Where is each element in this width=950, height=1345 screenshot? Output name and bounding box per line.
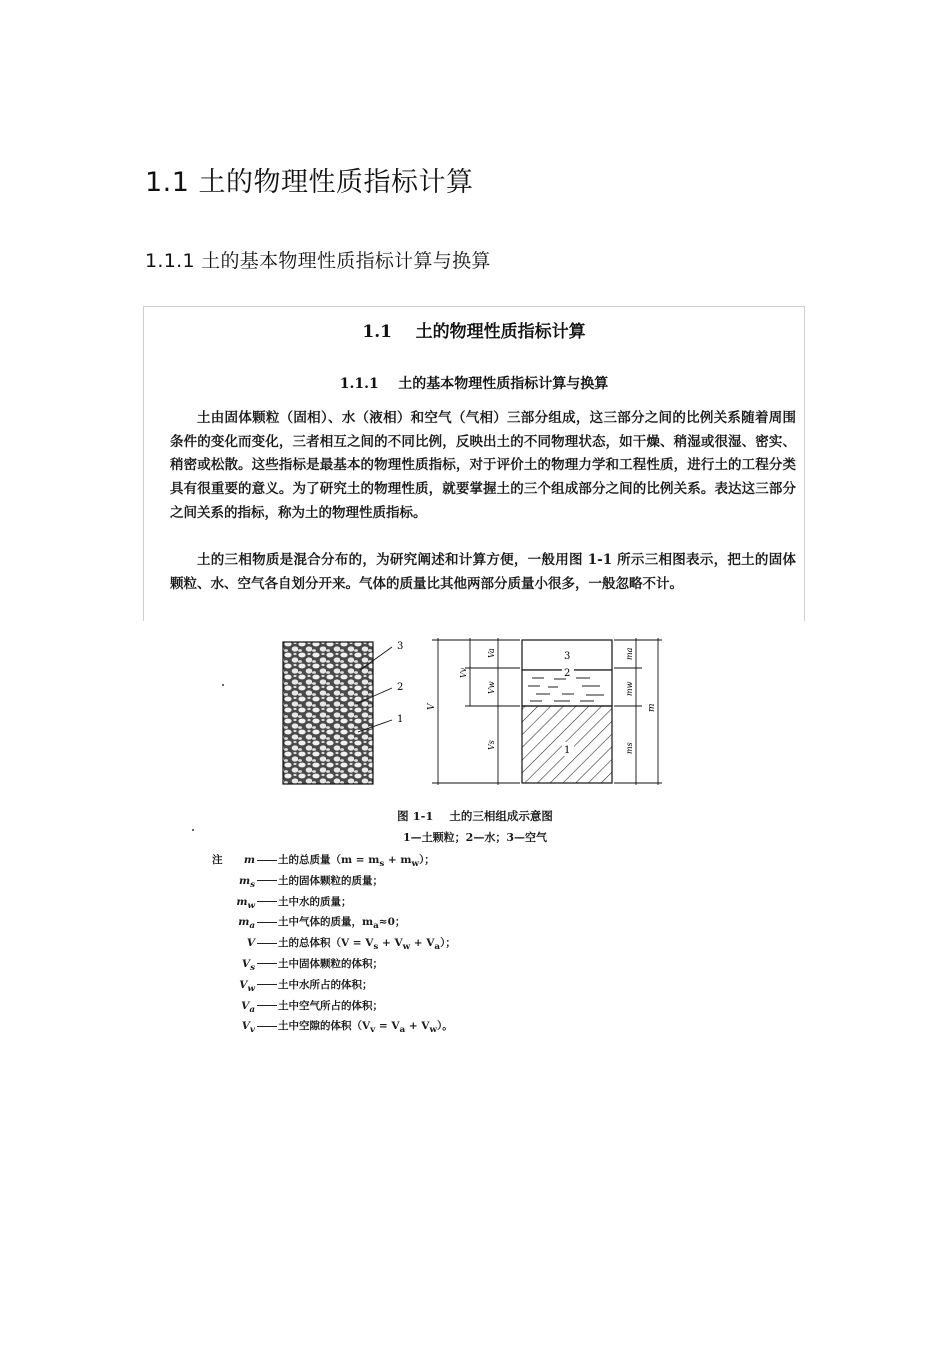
- note-item: [212, 975, 456, 996]
- section-heading: 1.1.1 土的基本物理性质指标计算与换算: [145, 250, 491, 272]
- symbol-notes: [212, 850, 456, 1037]
- dim-label-mw: mw: [625, 681, 634, 696]
- block-label-air: 3: [564, 651, 571, 662]
- note-symbol: $V_v$: [241, 1020, 255, 1036]
- note-item: [212, 996, 456, 1017]
- page-title: 1.1 土的物理性质指标计算: [145, 167, 474, 198]
- note-text: 土的总质量$(m = m_s + m_w)$；: [278, 854, 435, 870]
- note-item: [212, 850, 456, 871]
- scan-subtitle: 1.1.1 土的基本物理性质指标计算与换算: [339, 376, 609, 392]
- note-symbol: $V_w$: [239, 978, 255, 994]
- note-text: 土的总体积$(V = V_s + V_w + V_a)$；: [278, 937, 456, 953]
- note-item: [212, 1016, 456, 1037]
- note-dash: [257, 880, 277, 881]
- scan-title: 1.1 土的物理性质指标计算: [362, 322, 586, 342]
- note-item: [212, 892, 456, 913]
- note-text: 土中空气所占的体积；: [278, 999, 383, 1012]
- callout-label: 2: [397, 682, 404, 693]
- note-item: [212, 933, 456, 954]
- scan-speck: [222, 684, 224, 686]
- note-dash: [257, 860, 277, 861]
- callout-label: 1: [397, 714, 404, 725]
- note-dash: [257, 1005, 277, 1006]
- note-text: 土的固体颗粒的质量；: [278, 874, 383, 887]
- note-symbol: $m_s$: [238, 874, 255, 890]
- phase-diagram-blocks: [522, 640, 612, 783]
- note-text: 土中水所占的体积；: [278, 978, 373, 991]
- block-label-solid: 1: [564, 745, 571, 756]
- note-symbol: $m_a$: [238, 916, 255, 932]
- note-dash: [257, 963, 277, 964]
- note-text: 土中水的质量；: [278, 895, 352, 908]
- paragraph-three-phase: 土的三相物质是混合分布的，为研究阐述和计算方便，一般用图 1-1 所示三相图表示，把土的固体颗粒、水、空气各自划分开来。气体的质量比其他两部分质量小很多，一般忽略不计。: [170, 552, 796, 592]
- three-phase-diagram: [270, 630, 690, 795]
- volume-dimensions: [432, 638, 520, 785]
- block-label-water: 2: [564, 668, 571, 679]
- note-text: 土中空隙的体积$(V_v = V_a + V_w)$。: [278, 1020, 453, 1036]
- note-text: 土中气体的质量，$m_a\approx 0$；: [278, 916, 406, 932]
- dim-label-ma: ma: [625, 647, 634, 660]
- dim-label-V: V: [427, 703, 437, 710]
- note-text: 土中固体颗粒的体积；: [278, 957, 383, 970]
- note-item: [212, 871, 456, 892]
- callout-label: 3: [397, 641, 404, 652]
- figure-subcaption: 1—土颗粒；2—水；3—空气: [403, 831, 547, 844]
- note-symbol: $m_w$: [236, 895, 255, 911]
- note-item: [212, 954, 456, 975]
- note-symbol: $V_s$: [241, 957, 255, 974]
- dim-label-ms: ms: [625, 742, 634, 754]
- paragraph-intro: 土由固体颗粒（固相）、水（液相）和空气（气相）三部分组成，这三部分之间的比例关系随着周围条件的变化而变化，三者相互之间的不同比例，反映出土的不同物理状态，如干燥、稍湿或很湿、密实、稍密或松散。这些指标是最基本的物理性质指标，对于评价土的物理力学和工程性质，进行土的工程分类具有很重要的意义。为了研究土的物理性质，就要掌握土的三个组成部分之间的比例关系。表达这三部分之间关系的指标，称为土的物理性质指标。: [170, 410, 796, 521]
- note-dash: [257, 922, 277, 923]
- note-label: 注: [212, 854, 223, 866]
- figure-caption: 图 1-1 土的三相组成示意图: [397, 809, 553, 823]
- note-dash: [257, 901, 277, 902]
- note-symbol: V: [246, 937, 255, 950]
- scanned-excerpt: [143, 306, 805, 621]
- dim-label-Vv: Vv: [459, 667, 468, 678]
- note-item: [212, 912, 456, 933]
- note-dash: [257, 943, 277, 944]
- note-symbol: $V_a$: [241, 999, 255, 1015]
- note-dash: [257, 984, 277, 985]
- note-symbol: m: [243, 854, 255, 866]
- dim-label-Vw: Vw: [487, 681, 496, 694]
- dim-label-Vs: Vs: [487, 740, 496, 750]
- soil-sample-illustration: [283, 641, 403, 784]
- dim-label-Va: Va: [487, 648, 496, 658]
- dim-label-m: m: [647, 703, 657, 712]
- note-dash: [257, 1026, 277, 1027]
